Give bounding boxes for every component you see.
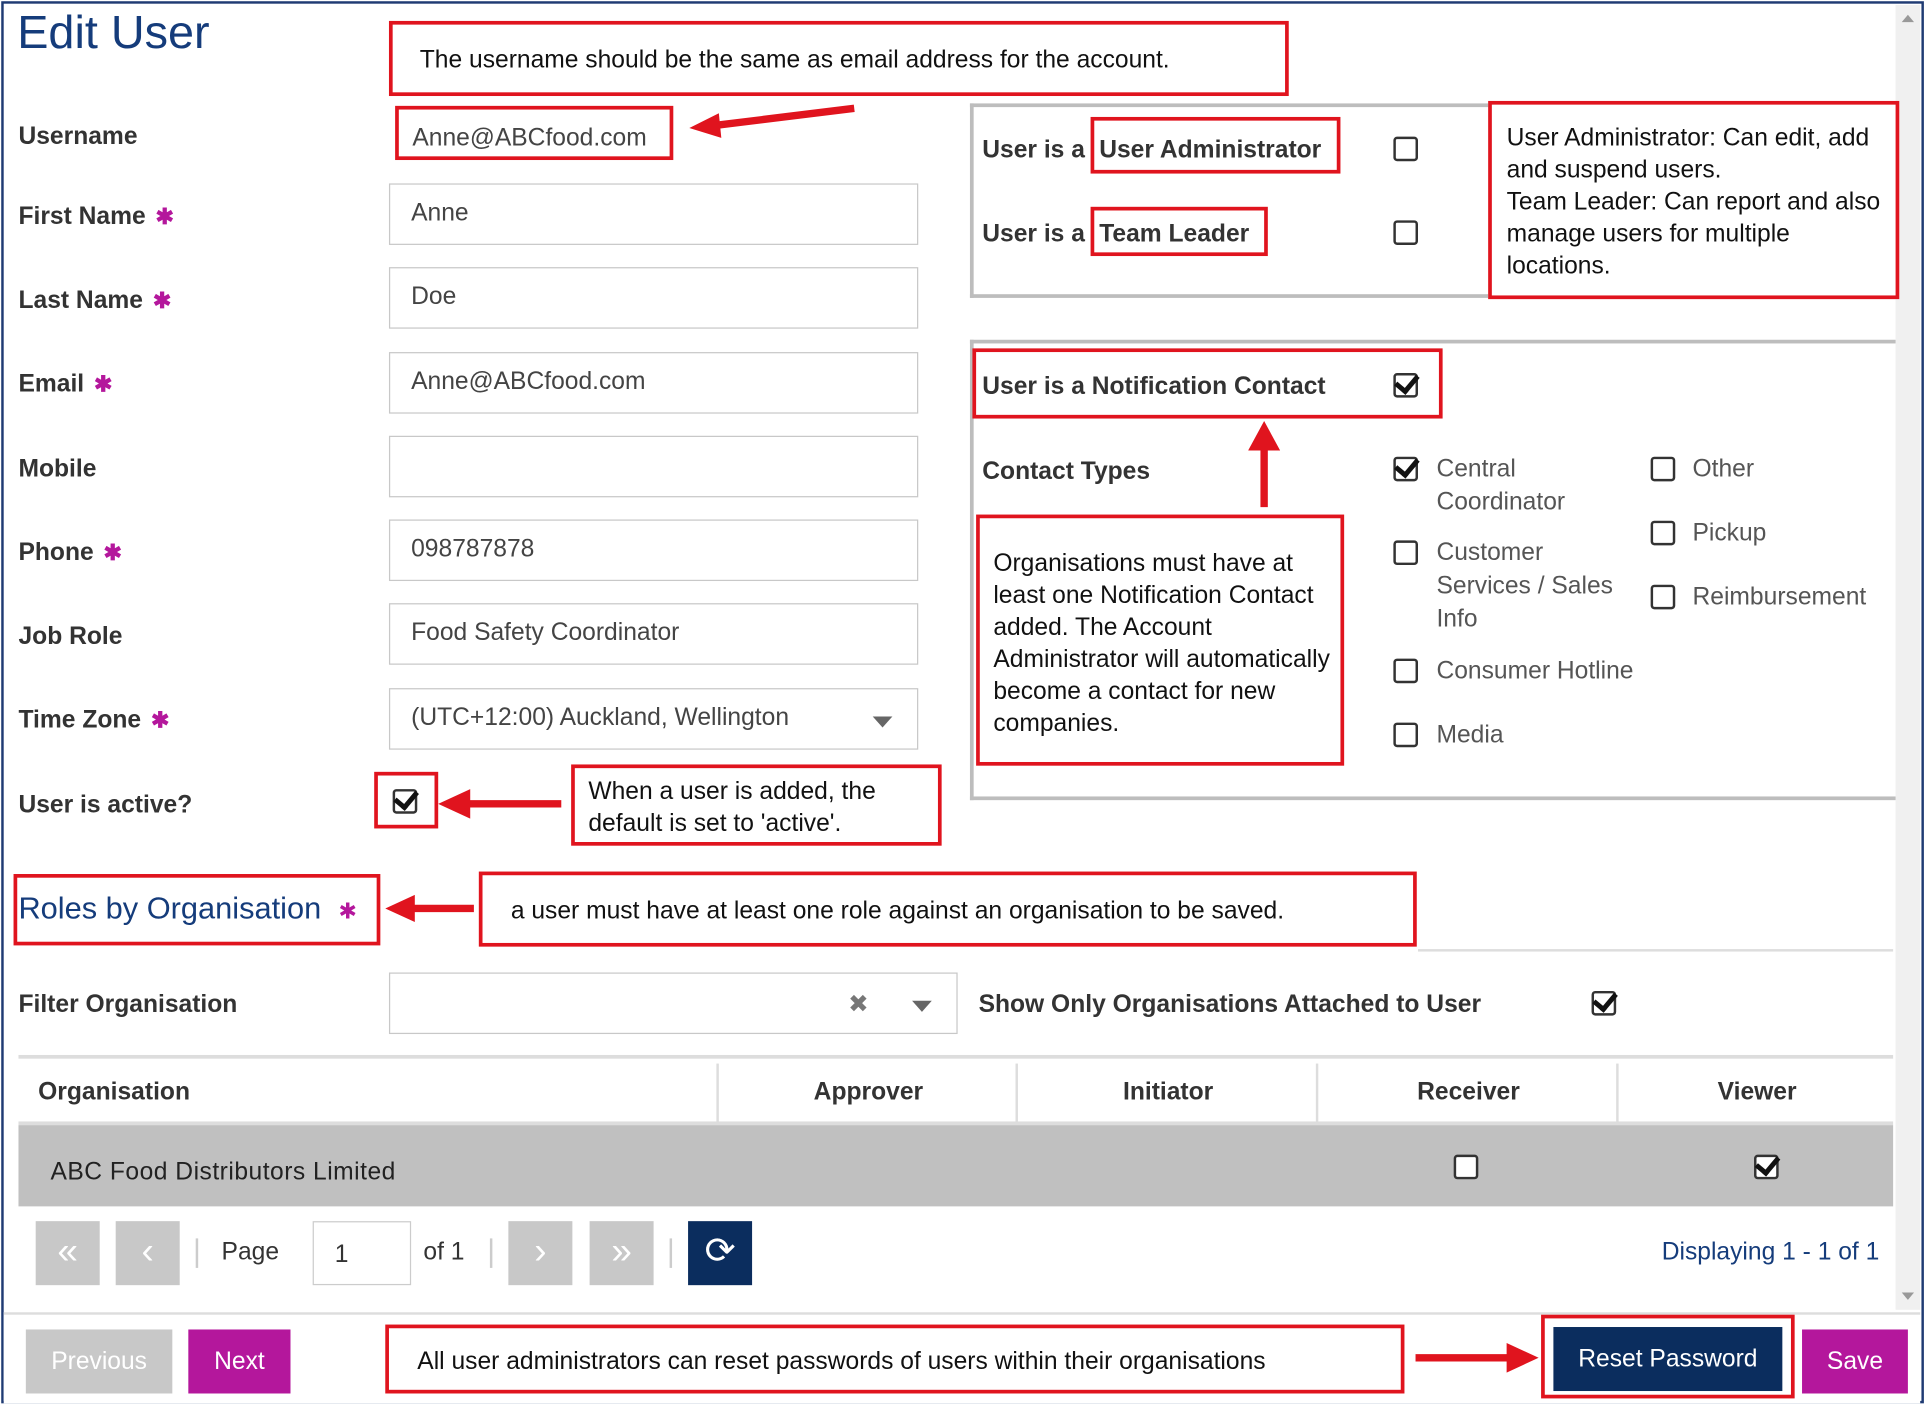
user-admin-label: User Administrator (1099, 136, 1322, 164)
job-role-label-text: Job Role (18, 622, 123, 650)
contact-types-label: Contact Types (982, 457, 1151, 486)
pager-separator (490, 1238, 492, 1268)
pager-separator (196, 1238, 198, 1268)
annotation-active-text: When a user is added, the default is set to 'active'. (588, 777, 876, 838)
customer-services-label: Customer Services / Sales Info (1436, 539, 1613, 633)
last-name-field[interactable]: Doe (389, 267, 918, 329)
roles-org-title (18, 891, 357, 927)
phone-field[interactable]: 098787878 (389, 519, 918, 581)
chevron-down-icon[interactable] (912, 1001, 932, 1012)
scroll-down-icon[interactable] (1902, 1293, 1914, 1300)
annotation-roles-org-text: a user must have at least one role against an organisation to be saved. (510, 897, 1285, 925)
email-label-text: Email (18, 370, 85, 398)
notification-contact-label: User is a Notification Contact (982, 372, 1326, 401)
first-page-button[interactable]: « (36, 1221, 100, 1285)
clear-icon[interactable]: ✖ (848, 990, 869, 1019)
last-name-label-text: Last Name (18, 286, 143, 314)
arrow-reset (1413, 1342, 1539, 1374)
first-name-label (18, 203, 174, 231)
mobile-label-text: Mobile (18, 455, 97, 483)
arrow-left-icon (385, 894, 476, 924)
arrow-notification (1248, 421, 1280, 510)
mobile-label (18, 455, 96, 483)
pickup-label: Pickup (1692, 519, 1767, 547)
filter-org-select[interactable] (389, 972, 958, 1034)
arrow-left-icon (689, 103, 861, 140)
central-coordinator-label: Central Coordinator (1436, 455, 1566, 516)
column-header-approver[interactable]: Approver (716, 1064, 1018, 1123)
arrow-right-icon (1413, 1342, 1539, 1374)
annotation-username-text: The username should be the same as email address for the account. (419, 46, 1170, 74)
arrow-left-icon (438, 788, 566, 820)
column-header-organisation[interactable]: Organisation (38, 1078, 191, 1106)
refresh-icon: ⟳ (704, 1231, 736, 1272)
required-icon: ✱ (93, 371, 113, 397)
arrow-up-icon (1248, 421, 1280, 510)
page-input[interactable]: 1 (313, 1221, 411, 1285)
job-role-field[interactable]: Food Safety Coordinator (389, 603, 918, 665)
team-leader-checkbox[interactable] (1393, 220, 1418, 245)
last-name-label (18, 287, 171, 315)
required-icon: ✱ (152, 288, 172, 313)
show-only-checkbox[interactable] (1592, 991, 1617, 1016)
notification-contact-checkbox[interactable] (1393, 373, 1418, 398)
central-coordinator-checkbox[interactable] (1393, 457, 1418, 482)
annotation-reset (385, 1325, 1404, 1394)
consumer-hotline-label: Consumer Hotline (1436, 657, 1634, 685)
last-page-button[interactable]: » (590, 1221, 654, 1285)
annotation-reset-text: All user administrators can reset passwords of users within their organisations (417, 1347, 1266, 1376)
pager-separator (670, 1238, 672, 1268)
media-checkbox[interactable] (1393, 723, 1418, 748)
other-checkbox[interactable] (1651, 457, 1676, 482)
divider (1418, 949, 1893, 951)
table-row[interactable] (18, 1125, 1893, 1206)
previous-button[interactable]: Previous (26, 1329, 172, 1393)
chevron-down-icon[interactable] (873, 716, 893, 727)
job-role-label (18, 623, 122, 651)
prev-page-button[interactable]: ‹ (116, 1221, 180, 1285)
required-icon: ✱ (103, 540, 123, 566)
active-checkbox[interactable] (393, 789, 418, 814)
time-zone-label (18, 707, 169, 735)
time-zone-label-text: Time Zone (18, 706, 142, 734)
phone-label (18, 539, 122, 567)
display-count: Displaying 1 - 1 of 1 (1661, 1238, 1880, 1266)
row-organisation: ABC Food Distributors Limited (50, 1158, 396, 1186)
mobile-field[interactable] (389, 436, 918, 498)
customer-services-checkbox[interactable] (1393, 540, 1418, 565)
consumer-hotline-checkbox[interactable] (1393, 659, 1418, 684)
user-admin-checkbox[interactable] (1393, 137, 1418, 162)
refresh-button[interactable] (688, 1221, 752, 1285)
reimbursement-checkbox[interactable] (1651, 585, 1676, 610)
username-value: Anne@ABCfood.com (412, 124, 647, 152)
show-only-label: Show Only Organisations Attached to User (978, 990, 1482, 1019)
column-header-viewer[interactable]: Viewer (1616, 1064, 1895, 1123)
email-label (18, 371, 112, 399)
team-leader-label: Team Leader (1099, 220, 1250, 248)
arrow-roles-org (385, 894, 476, 924)
other-label: Other (1692, 455, 1755, 483)
phone-label-text: Phone (18, 539, 94, 567)
first-name-label-text: First Name (18, 203, 146, 231)
username-label-text: Username (18, 123, 138, 151)
annotation-username (389, 21, 1289, 96)
reset-password-button[interactable]: Reset Password (1553, 1327, 1782, 1391)
arrow-username (689, 103, 861, 140)
time-zone-value: (UTC+12:00) Auckland, Wellington (411, 704, 790, 732)
save-button[interactable]: Save (1802, 1329, 1908, 1393)
media-label: Media (1436, 721, 1504, 749)
time-zone-select[interactable] (389, 688, 918, 750)
page-of-label: of 1 (423, 1238, 465, 1266)
filter-org-label: Filter Organisation (18, 990, 238, 1019)
next-page-button[interactable]: › (508, 1221, 572, 1285)
annotation-active (571, 764, 942, 845)
page-title: Edit User (17, 7, 210, 60)
annotation-roles-text: User Administrator: Can edit, add and suspend users. Team Leader: Can report and also manage users for multiple locations. (1506, 124, 1881, 280)
arrow-active (438, 788, 566, 820)
email-field[interactable]: Anne@ABCfood.com (389, 352, 918, 414)
active-label-text: User is active? (18, 791, 193, 819)
page-label: Page (221, 1238, 280, 1266)
first-name-field[interactable]: Anne (389, 183, 918, 245)
next-button[interactable]: Next (188, 1329, 290, 1393)
annotation-notification-text: Organisations must have at least one Notification Contact added. The Account Administrator will automatically become a contact for new companies. (993, 550, 1330, 738)
active-label (18, 792, 192, 820)
annotation-roles-org (479, 872, 1417, 947)
row-viewer-checkbox[interactable] (1754, 1155, 1779, 1180)
required-icon: ✱ (150, 707, 170, 733)
roles-org-title-text: Roles by Organisation (18, 891, 322, 926)
annotation-notification (976, 515, 1344, 766)
user-admin-prefix: User is a (982, 136, 1085, 164)
team-leader-prefix: User is a (982, 220, 1085, 248)
column-header-receiver[interactable]: Receiver (1316, 1064, 1619, 1123)
username-label (18, 123, 137, 151)
annotation-roles (1488, 101, 1899, 299)
column-header-initiator[interactable]: Initiator (1015, 1064, 1318, 1123)
reimbursement-label: Reimbursement (1692, 583, 1867, 611)
required-icon: ✱ (155, 204, 175, 229)
pickup-checkbox[interactable] (1651, 521, 1676, 546)
required-icon: ✱ (338, 898, 358, 924)
row-receiver-checkbox[interactable] (1454, 1155, 1479, 1180)
scroll-up-icon[interactable] (1902, 15, 1914, 22)
